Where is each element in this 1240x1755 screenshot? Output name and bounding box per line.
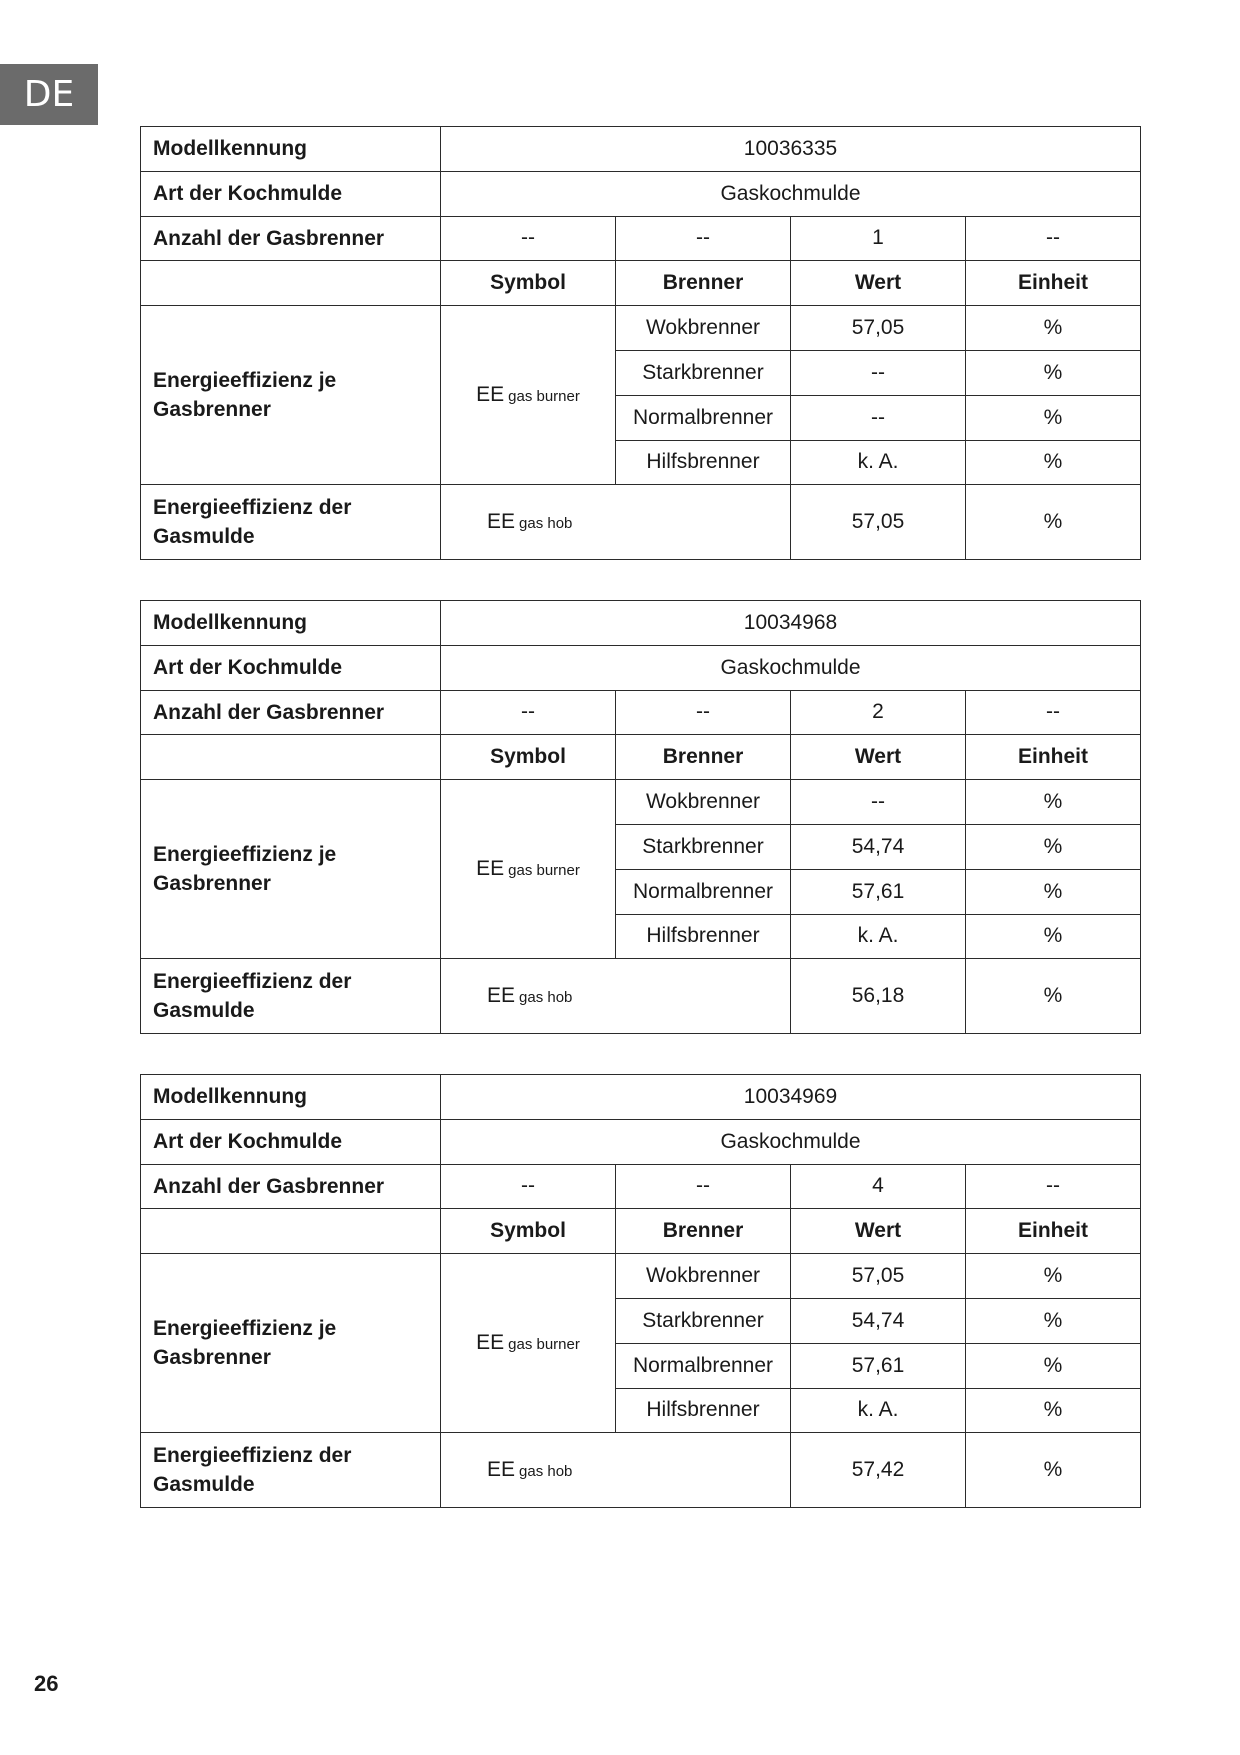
- symbol-header: Symbol: [441, 1209, 616, 1254]
- burner-unit: %: [966, 869, 1141, 914]
- burner-name: Hilfsbrenner: [616, 914, 791, 959]
- ee-per-burner-label: Energieeffizienz je Gasbrenner: [141, 780, 441, 959]
- burner-value: 57,05: [791, 306, 966, 351]
- burner-unit: %: [966, 914, 1141, 959]
- model-label: Modellkennung: [141, 601, 441, 646]
- burner-name: Normalbrenner: [616, 869, 791, 914]
- burner-value: 57,61: [791, 1343, 966, 1388]
- burner-count-cell: --: [966, 690, 1141, 735]
- header-row: [141, 735, 1141, 780]
- spec-table: [140, 1074, 1141, 1508]
- burner-unit: %: [966, 395, 1141, 440]
- ee-prefix: EE: [476, 1331, 505, 1355]
- burner-unit: %: [966, 780, 1141, 825]
- header-row: [141, 1209, 1141, 1254]
- ee-prefix: EE: [476, 857, 505, 881]
- hob-value: 57,05: [791, 485, 966, 560]
- burner-name: Starkbrenner: [616, 1298, 791, 1343]
- burner-unit: %: [966, 350, 1141, 395]
- burner-value: k. A.: [791, 1388, 966, 1433]
- burner-count-cell: --: [616, 690, 791, 735]
- burner-count-row: [141, 1164, 1141, 1209]
- burner-count-cell: --: [616, 1164, 791, 1209]
- model-id: 10036335: [441, 127, 1141, 172]
- model-id: 10034968: [441, 601, 1141, 646]
- burner-value: 54,74: [791, 824, 966, 869]
- burner-row: [141, 306, 1141, 351]
- ee-hob-label: Energieeffizienz der Gasmulde: [141, 959, 441, 1034]
- spec-table: [140, 126, 1141, 560]
- burner-name: Starkbrenner: [616, 824, 791, 869]
- burner-unit: %: [966, 824, 1141, 869]
- empty-header-cell: [141, 735, 441, 780]
- ee-subscript: gas burner: [508, 862, 580, 880]
- hob-efficiency-row: [141, 485, 1141, 560]
- burner-count-label: Anzahl der Gasbrenner: [141, 690, 441, 735]
- burner-value: 57,05: [791, 1254, 966, 1299]
- burner-count-cell: 2: [791, 690, 966, 735]
- hob-unit: %: [966, 1433, 1141, 1508]
- unit-header: Einheit: [966, 261, 1141, 306]
- burner-value: 57,61: [791, 869, 966, 914]
- ee-hob-symbol: [441, 959, 791, 1034]
- burner-unit: %: [966, 1298, 1141, 1343]
- burner-count-cell: --: [441, 216, 616, 261]
- value-header: Wert: [791, 1209, 966, 1254]
- burner-name: Wokbrenner: [616, 780, 791, 825]
- burner-header: Brenner: [616, 735, 791, 780]
- burner-name: Wokbrenner: [616, 306, 791, 351]
- hob-type-row: [141, 1119, 1141, 1164]
- burner-row: [141, 780, 1141, 825]
- unit-header: Einheit: [966, 735, 1141, 780]
- ee-per-burner-label: Energieeffizienz je Gasbrenner: [141, 306, 441, 485]
- hob-type-value: Gaskochmulde: [441, 645, 1141, 690]
- empty-header-cell: [141, 1209, 441, 1254]
- burner-count-cell: --: [966, 1164, 1141, 1209]
- burner-name: Hilfsbrenner: [616, 440, 791, 485]
- symbol-header: Symbol: [441, 735, 616, 780]
- model-row: [141, 127, 1141, 172]
- hob-unit: %: [966, 485, 1141, 560]
- ee-prefix: EE: [487, 984, 516, 1008]
- page-number: 26: [34, 1671, 59, 1696]
- burner-count-cell: --: [441, 1164, 616, 1209]
- hob-efficiency-row: [141, 1433, 1141, 1508]
- hob-type-value: Gaskochmulde: [441, 171, 1141, 216]
- hob-type-value: Gaskochmulde: [441, 1119, 1141, 1164]
- language-tab: DE: [0, 64, 98, 125]
- burner-count-label: Anzahl der Gasbrenner: [141, 216, 441, 261]
- ee-subscript: gas hob: [519, 515, 573, 533]
- model-id: 10034969: [441, 1075, 1141, 1120]
- burner-unit: %: [966, 1343, 1141, 1388]
- burner-value: --: [791, 350, 966, 395]
- value-header: Wert: [791, 735, 966, 780]
- burner-name: Wokbrenner: [616, 1254, 791, 1299]
- burner-count-cell: 1: [791, 216, 966, 261]
- model-label: Modellkennung: [141, 127, 441, 172]
- ee-prefix: EE: [487, 510, 516, 534]
- hob-type-label: Art der Kochmulde: [141, 645, 441, 690]
- hob-value: 57,42: [791, 1433, 966, 1508]
- model-row: [141, 601, 1141, 646]
- hob-efficiency-row: [141, 959, 1141, 1034]
- hob-type-row: [141, 171, 1141, 216]
- ee-hob-symbol: [441, 1433, 791, 1508]
- burner-unit: %: [966, 306, 1141, 351]
- symbol-header: Symbol: [441, 261, 616, 306]
- unit-header: Einheit: [966, 1209, 1141, 1254]
- burner-header: Brenner: [616, 261, 791, 306]
- empty-header-cell: [141, 261, 441, 306]
- hob-unit: %: [966, 959, 1141, 1034]
- burner-row: [141, 1254, 1141, 1299]
- burner-count-row: [141, 216, 1141, 261]
- ee-hob-label: Energieeffizienz der Gasmulde: [141, 485, 441, 560]
- ee-prefix: EE: [487, 1458, 516, 1482]
- ee-subscript: gas burner: [508, 388, 580, 406]
- ee-hob-label: Energieeffizienz der Gasmulde: [141, 1433, 441, 1508]
- ee-burner-symbol: [441, 1254, 616, 1433]
- burner-value: --: [791, 395, 966, 440]
- burner-count-cell: 4: [791, 1164, 966, 1209]
- burner-value: k. A.: [791, 440, 966, 485]
- ee-burner-symbol: [441, 780, 616, 959]
- value-header: Wert: [791, 261, 966, 306]
- burner-value: k. A.: [791, 914, 966, 959]
- header-row: [141, 261, 1141, 306]
- burner-name: Normalbrenner: [616, 395, 791, 440]
- ee-burner-symbol: [441, 306, 616, 485]
- burner-value: 54,74: [791, 1298, 966, 1343]
- spec-table: [140, 600, 1141, 1034]
- burner-count-cell: --: [441, 690, 616, 735]
- hob-type-row: [141, 645, 1141, 690]
- ee-subscript: gas hob: [519, 989, 573, 1007]
- burner-unit: %: [966, 440, 1141, 485]
- ee-subscript: gas burner: [508, 1336, 580, 1354]
- burner-name: Hilfsbrenner: [616, 1388, 791, 1433]
- ee-subscript: gas hob: [519, 1463, 573, 1481]
- model-row: [141, 1075, 1141, 1120]
- burner-count-cell: --: [616, 216, 791, 261]
- burner-count-cell: --: [966, 216, 1141, 261]
- hob-value: 56,18: [791, 959, 966, 1034]
- ee-hob-symbol: [441, 485, 791, 560]
- ee-per-burner-label: Energieeffizienz je Gasbrenner: [141, 1254, 441, 1433]
- burner-unit: %: [966, 1254, 1141, 1299]
- burner-count-row: [141, 690, 1141, 735]
- burner-count-label: Anzahl der Gasbrenner: [141, 1164, 441, 1209]
- hob-type-label: Art der Kochmulde: [141, 1119, 441, 1164]
- burner-name: Normalbrenner: [616, 1343, 791, 1388]
- hob-type-label: Art der Kochmulde: [141, 171, 441, 216]
- ee-prefix: EE: [476, 383, 505, 407]
- burner-header: Brenner: [616, 1209, 791, 1254]
- model-label: Modellkennung: [141, 1075, 441, 1120]
- burner-name: Starkbrenner: [616, 350, 791, 395]
- burner-unit: %: [966, 1388, 1141, 1433]
- burner-value: --: [791, 780, 966, 825]
